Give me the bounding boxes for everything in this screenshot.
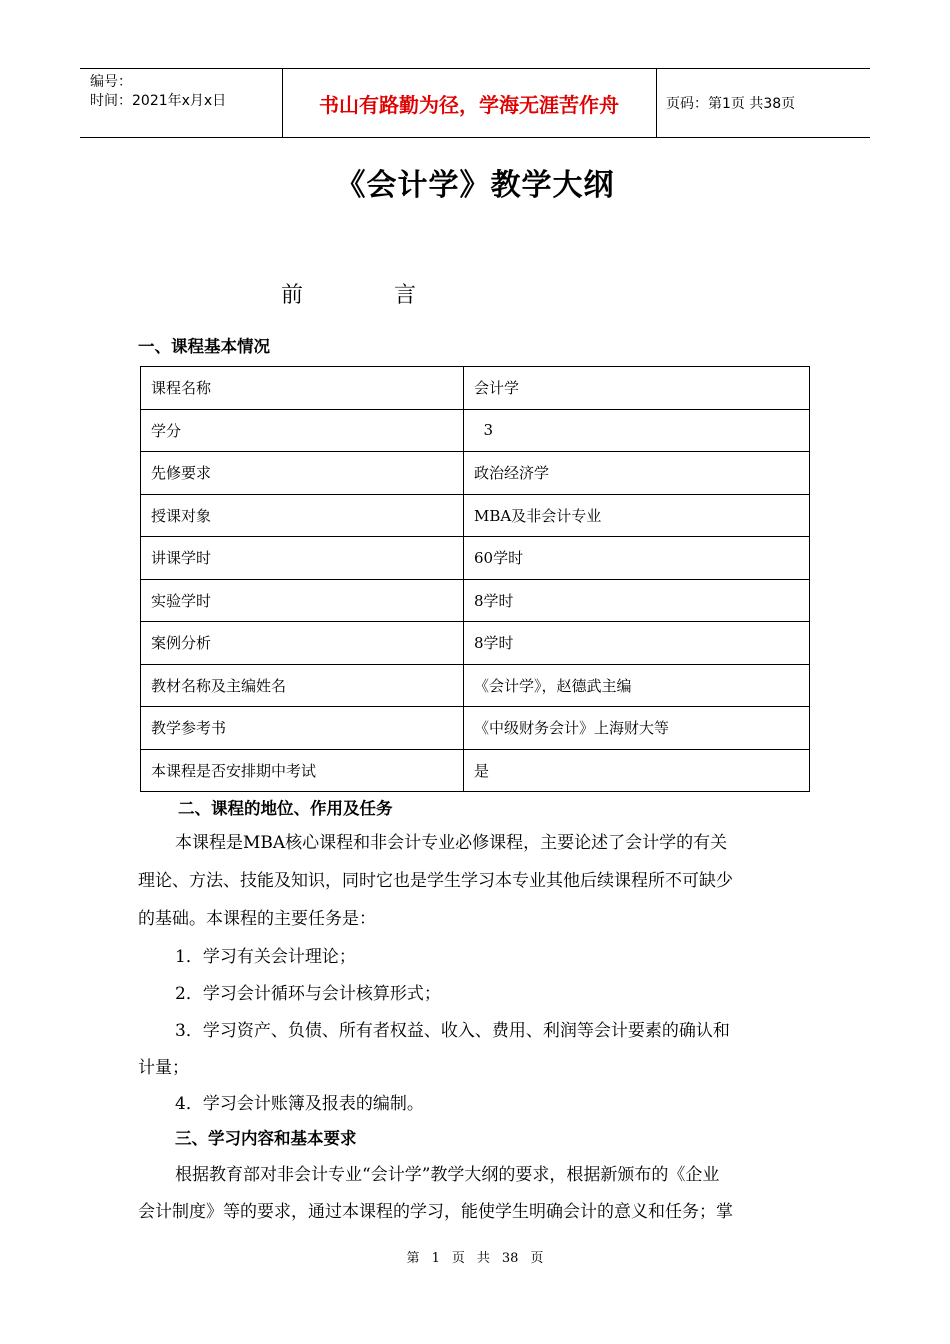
serial-label: 编号：	[90, 74, 132, 90]
list-item: 1．学习有关会计理论；	[175, 947, 356, 967]
section-heading-role: 二、课程的地位、作用及任务	[178, 799, 393, 818]
list-item: 3．学习资产、负债、所有者权益、收入、费用、利润等会计要素的确认和	[175, 1021, 730, 1041]
table-cell-label: 实验学时	[141, 579, 464, 622]
table-cell-label: 教材名称及主编姓名	[141, 664, 464, 707]
footer-text: 第	[406, 1251, 420, 1266]
section-heading-content: 三、学习内容和基本要求	[175, 1129, 357, 1148]
table-cell-value: 3	[464, 409, 810, 452]
page-footer	[0, 1247, 950, 1266]
preface-char-1: 前	[281, 283, 304, 308]
table-cell-label: 课程名称	[141, 367, 464, 410]
header-motto: 书山有路勤为径，学海无涯苦作舟	[319, 92, 619, 117]
table-cell-value: 是	[464, 749, 810, 792]
table-row	[141, 579, 810, 622]
header-divider	[656, 69, 657, 137]
header-page-info: 页码：第1页 共38页	[666, 96, 796, 112]
section-heading-course-info: 一、课程基本情况	[138, 337, 270, 356]
table-row	[141, 494, 810, 537]
footer-page-number: 1	[431, 1251, 440, 1266]
table-cell-value: 8学时	[464, 579, 810, 622]
table-row	[141, 537, 810, 580]
table-cell-value: MBA及非会计专业	[464, 494, 810, 537]
page-header	[80, 68, 870, 138]
footer-page-total: 38	[501, 1251, 519, 1266]
table-row	[141, 409, 810, 452]
time-label: 时间：2021年x月x日	[90, 93, 227, 109]
table-cell-label: 本课程是否安排期中考试	[141, 749, 464, 792]
paragraph-line: 本课程是MBA核心课程和非会计专业必修课程，主要论述了会计学的有关	[175, 833, 728, 853]
list-item: 4．学习会计账簿及报表的编制。	[175, 1094, 424, 1114]
course-info-table	[140, 366, 810, 792]
table-cell-label: 讲课学时	[141, 537, 464, 580]
table-row	[141, 367, 810, 410]
header-meta	[90, 73, 226, 111]
list-item-continuation: 计量；	[138, 1058, 189, 1078]
table-row	[141, 452, 810, 495]
table-cell-value: 政治经济学	[464, 452, 810, 495]
table-cell-value: 8学时	[464, 622, 810, 665]
table-cell-label: 学分	[141, 409, 464, 452]
paragraph-line: 理论、方法、技能及知识，同时它也是学生学习本专业其他后续课程所不可缺少	[138, 871, 733, 891]
footer-text: 页	[451, 1251, 465, 1266]
table-cell-value: 60学时	[464, 537, 810, 580]
table-row	[141, 707, 810, 750]
table-cell-value: 《中级财务会计》上海财大等	[464, 707, 810, 750]
list-item: 2．学习会计循环与会计核算形式；	[175, 984, 441, 1004]
document-title: 《会计学》教学大纲	[335, 168, 615, 203]
table-cell-label: 授课对象	[141, 494, 464, 537]
paragraph-line: 根据教育部对非会计专业“会计学”教学大纲的要求，根据新颁布的《企业	[175, 1165, 720, 1185]
paragraph-line: 的基础。本课程的主要任务是：	[138, 909, 376, 929]
table-cell-label: 教学参考书	[141, 707, 464, 750]
table-row	[141, 664, 810, 707]
table-cell-value: 会计学	[464, 367, 810, 410]
table-row	[141, 749, 810, 792]
footer-text: 共	[476, 1251, 490, 1266]
table-cell-label: 先修要求	[141, 452, 464, 495]
preface-char-2: 言	[394, 283, 417, 308]
table-cell-value: 《会计学》，赵德武主编	[464, 664, 810, 707]
footer-text: 页	[530, 1251, 544, 1266]
paragraph-line: 会计制度》等的要求，通过本课程的学习，能使学生明确会计的意义和任务；掌	[138, 1202, 733, 1222]
table-row	[141, 622, 810, 665]
table-cell-label: 案例分析	[141, 622, 464, 665]
